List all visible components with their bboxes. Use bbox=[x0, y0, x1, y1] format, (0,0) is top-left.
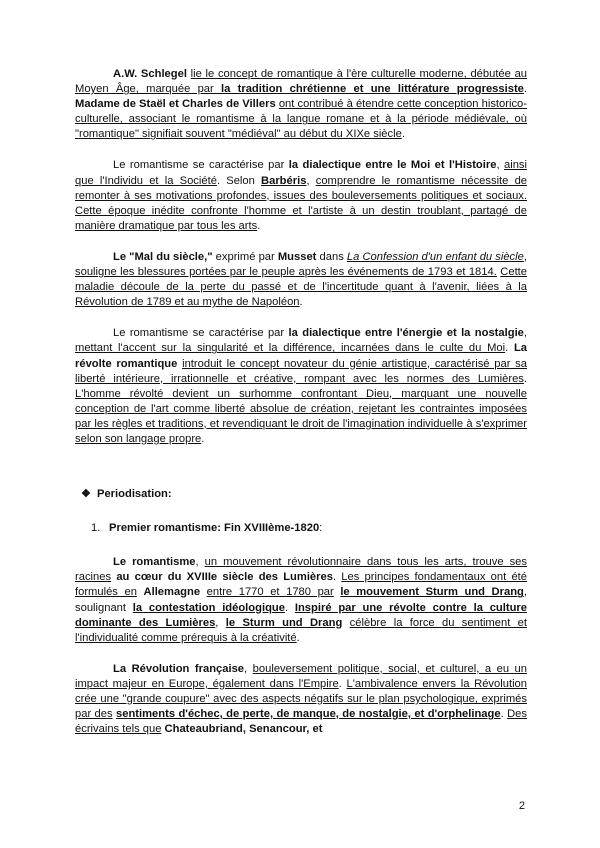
text-run: le mouvement Sturm und Drang bbox=[340, 586, 524, 599]
text-run: souligne les blessures portées par le peuple après les événements de 1793 et 1814. bbox=[75, 266, 497, 279]
text-run: Le "Mal du siècle," bbox=[113, 250, 213, 263]
page-content bbox=[75, 67, 527, 737]
diamond-bullet-icon: ❖ bbox=[81, 488, 92, 501]
paragraph-schlegel: A.W. Schlegel lie le concept de romantique à l'ère culturelle moderne, débutée au Moyen Âge, marquée par la tradition chrétienne et une littérature progressiste. Madame de Staël et Charles de Villers ont contribué à étendre cette conception historico-culturelle, associant le romantisme à la langue romane et à la période médiévale, où "romantique" signifiait souvent "médiéval" au début du XIXe siècle. bbox=[75, 68, 528, 141]
text-run: Le romantisme se caractérise par bbox=[113, 159, 289, 172]
text-run: Allemagne bbox=[143, 586, 201, 599]
book-title: La Confession d'un enfant du siècle bbox=[346, 250, 524, 263]
paragraph-dialectique-moi-histoire: Le romantisme se caractérise par la dialectique entre le Moi et l'Histoire, ainsi que l'Individu et la Société. Selon Barbéris, comprendre le romantisme nécessite de remonter à ses motivations profondes, issues des bouleversements politiques et sociaux. Cette époque inédite confronte l'homme et l'artiste à un destin troublant, partagé de manière dramatique par tous les arts. bbox=[75, 159, 528, 232]
page-number: 2 bbox=[518, 800, 525, 812]
text-run: la dialectique entre le Moi et l'Histoire bbox=[288, 159, 497, 172]
text-run: un mouvement révolutionnaire dans tous les arts, trouve ses racines bbox=[75, 556, 527, 584]
text-run: Chateaubriand, Senancour, et bbox=[164, 723, 323, 736]
section-heading-periodisation bbox=[81, 487, 527, 502]
section-title: Periodisation: bbox=[97, 488, 172, 501]
text-run: le Sturm und Drang bbox=[225, 616, 343, 629]
text-run: L'ambivalence envers la Révolution crée une "grande coupure" avec des aspects négatifs sur le plan psychologique, exprimés par des bbox=[75, 677, 527, 721]
list-item-title: Premier romantisme: Fin XVIIIème-1820 bbox=[109, 522, 320, 535]
text-run: Musset bbox=[277, 250, 317, 263]
text-run: bouleversement politique, social, et culturel, a eu un impact majeur en Europe, également dans l'Empire bbox=[75, 662, 528, 690]
list-number: 1. bbox=[91, 522, 101, 535]
text-run: la dialectique entre l'énergie et la nostalgie bbox=[288, 327, 524, 340]
paragraph-premier-romantisme: Le romantisme, un mouvement révolutionnaire dans tous les arts, trouve ses racines au cœur du XVIIIe siècle des Lumières. Les principes fondamentaux ont été formulés en Allemagne entre 1770 et 1780 par le mouvement Sturm und Drang, soulignant la contestation idéologique. Inspiré par une révolte contre la culture dominante des Lumières, le Sturm und Drang célèbre la force du sentiment et l'individualité comme prérequis à la créativité. bbox=[75, 556, 528, 644]
text-run: introduit le concept novateur du génie artistique, caractérisé par sa liberté intérieure, irrationnelle et créative, rompant avec les normes des Lumières bbox=[75, 357, 527, 385]
text-run: célèbre la force du sentiment et l'individualité comme prérequis à la créativité bbox=[75, 616, 527, 644]
text-run: ainsi que l'Individu et la Société bbox=[75, 159, 527, 187]
text-run: L'homme révolté devient un surhomme confrontant Dieu, marquant une nouvelle conception de l'art comme liberté absolue de création, rejetant les contraintes imposées par les règles et traditions, et revendiquant le droit de l'imagination individuelle à s'exprimer selon son langage propre bbox=[75, 387, 527, 445]
text-run: Les principes fondamentaux ont été formulés en bbox=[75, 571, 528, 599]
text-run: Des écrivains tels que bbox=[75, 708, 527, 736]
text-run: Le romantisme bbox=[113, 556, 196, 569]
paragraph-energie-nostalgie: Le romantisme se caractérise par la dialectique entre l'énergie et la nostalgie, mettant l'accent sur la singularité et la différence, incarnées dans le culte du Moi. La révolte romantique introduit le concept novateur du génie artistique, caractérisé par sa liberté intérieure, irrationnelle et créative, rompant avec les normes des Lumières. L'homme révolté devient un surhomme confrontant Dieu, marquant une nouvelle conception de l'art comme liberté absolue de création, rejetant les contraintes imposées par les règles et traditions, et revendiquant le droit de l'imagination individuelle à s'exprimer selon son langage propre. bbox=[75, 327, 528, 445]
text-run: la contestation idéologique bbox=[132, 601, 285, 614]
text-run: lie le concept de romantique à l'ère culturelle moderne, débutée au Moyen Âge, marquée par bbox=[75, 68, 528, 96]
text-run: Le romantisme se caractérise par bbox=[113, 327, 289, 340]
numbered-item-1: 1. Premier romantisme: Fin XVIIIème-1820: bbox=[91, 521, 527, 536]
paragraph-mal-du-siecle: Le "Mal du siècle," exprimé par Musset dans La Confession d'un enfant du siècle, souligne les blessures portées par le peuple après les événements de 1793 et 1814. Cette maladie découle de la perte du passé et de l'incertitude quant à l'avenir, liées à la Révolution de 1789 et au mythe de Napoléon. bbox=[75, 250, 528, 309]
text-run: La révolte romantique bbox=[75, 342, 527, 370]
text-run: entre 1770 et 1780 par bbox=[206, 586, 334, 599]
text-run: A.W. Schlegel bbox=[113, 68, 187, 80]
paragraph-revolution-francaise: La Révolution française, bouleversement politique, social, et culturel, a eu un impact majeur en Europe, également dans l'Empire. L'ambivalence envers la Révolution crée une "grande coupure" avec des aspects négatifs sur le plan psychologique, exprimés par des sentiments d'échec, de perte, de manque, de nostalgie, et d'orphelinage. Des écrivains tels que Chateaubriand, Senancour, et bbox=[75, 662, 528, 736]
text-run: Cette époque inédite confronte l'homme et l'artiste à un destin troublant, partagé de manière dramatique par tous les arts bbox=[75, 204, 527, 232]
text-run: mettant l'accent sur la singularité et la différence, incarnées dans le culte du Moi bbox=[75, 342, 506, 355]
text-run: au cœur du XVIIIe siècle des Lumières bbox=[116, 571, 333, 584]
text-run: Madame de Staël et Charles de Villers bbox=[75, 98, 276, 111]
text-run: ont contribué à étendre cette conception historico-culturelle, associant le romantisme à la langue romane et à la période médiévale, où "romantique" signifiait souvent "médiéval" au début du XIXe siècle bbox=[75, 98, 527, 141]
text-run: Cette maladie découle de la perte du passé et de l'incertitude quant à l'avenir, liées à la Révolution de 1789 et au mythe de Napoléon bbox=[75, 266, 528, 309]
text-run: sentiments d'échec, de perte, de manque, de nostalgie, et d'orphelinage bbox=[116, 708, 501, 721]
text-run: Inspiré par une révolte contre la culture dominante des Lumières bbox=[75, 601, 528, 629]
text-run: comprendre le romantisme nécessite de remonter à ses motivations profondes, issues des bouleversements politiques et sociaux. bbox=[75, 174, 528, 202]
text-run: la tradition chrétienne et une littérature progressiste bbox=[221, 83, 524, 96]
text-run: Barbéris bbox=[261, 174, 307, 187]
text-run: La Révolution française bbox=[113, 662, 245, 675]
